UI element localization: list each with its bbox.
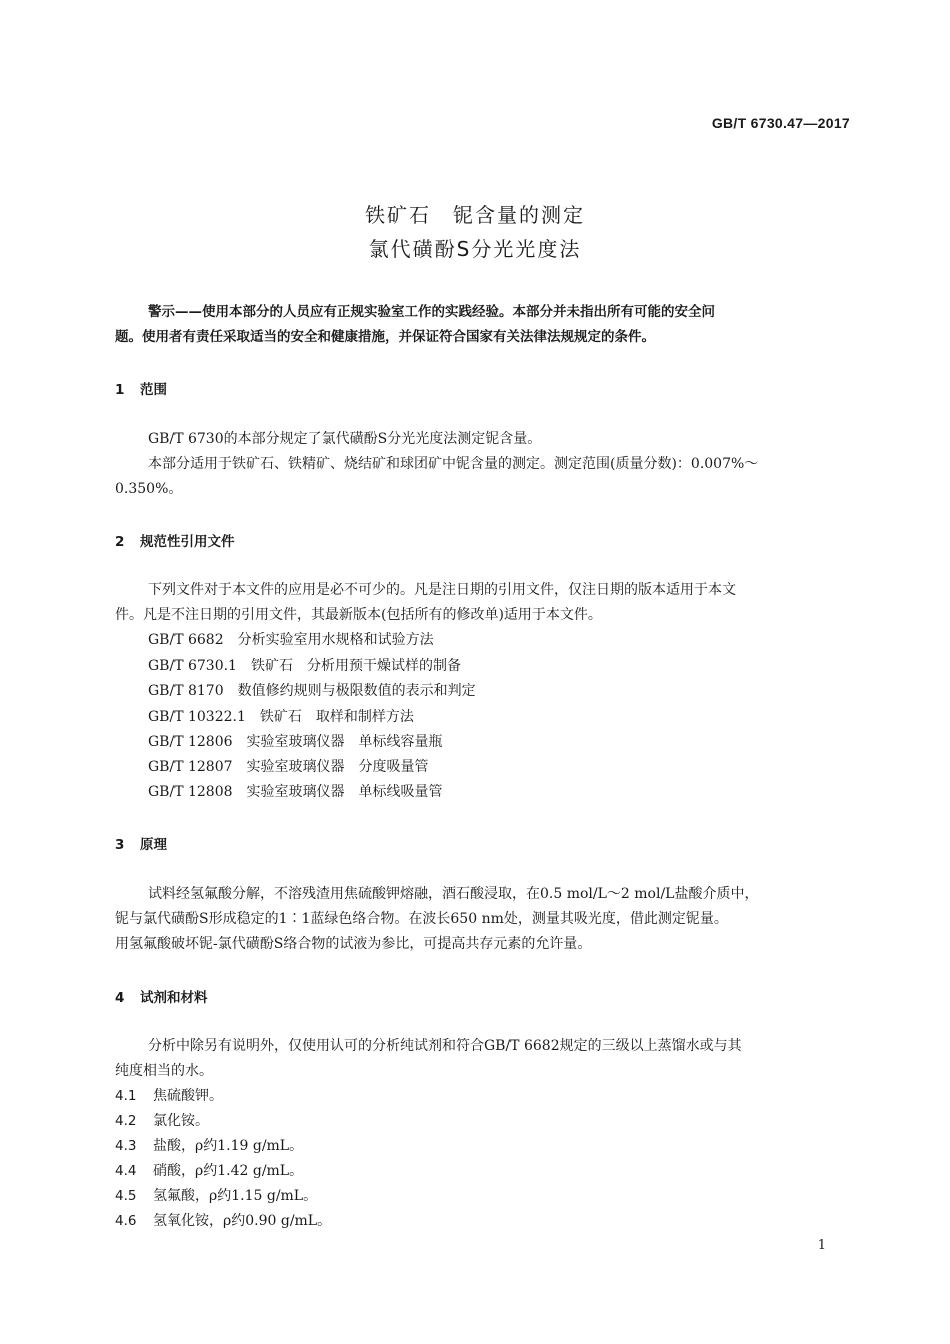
reference-code: GB/T 8170 [148, 683, 224, 699]
section-number: 3 [115, 837, 125, 853]
reagent-text: 氯化铵。 [153, 1113, 209, 1129]
normative-intro-line-2: 件。凡是不注日期的引用文件，其最新版本(包括所有的修改单)适用于本文件。 [115, 607, 602, 623]
page-number: 1 [817, 1238, 826, 1253]
section-number: 4 [115, 990, 125, 1006]
reagent-text: 焦硫酸钾。 [153, 1088, 223, 1104]
reagent-item [115, 1135, 303, 1155]
reference-code: GB/T 10322.1 [148, 709, 246, 725]
reagent-item [115, 1160, 303, 1180]
section-number: 2 [115, 534, 125, 550]
title-line-1: 铁矿石 铌含量的测定 [365, 203, 585, 227]
title-line-2: 氯代磺酚S分光光度法 [368, 237, 582, 261]
reagent-number: 4.2 [115, 1113, 137, 1129]
reference-title: 实验室玻璃仪器 单标线容量瓶 [246, 734, 443, 750]
reagent-text: 氢氟酸，ρ约1.15 g/mL。 [153, 1188, 318, 1204]
standard-code: GB/T 6730.47—2017 [711, 115, 850, 131]
section-title: 原理 [140, 837, 167, 853]
reagent-number: 4.1 [115, 1088, 137, 1104]
reagent-text: 硝酸，ρ约1.42 g/mL。 [153, 1163, 304, 1179]
principle-line-1: 试料经氢氟酸分解，不溶残渣用焦硫酸钾熔融，酒石酸浸取，在0.5 mol/L～2 mol/L盐酸介质中， [148, 886, 759, 902]
reagent-item [115, 1185, 317, 1205]
reagent-item [115, 1210, 331, 1230]
reference-code: GB/T 12808 [148, 784, 233, 800]
reference-title: 实验室玻璃仪器 分度吸量管 [246, 759, 429, 775]
reference-title: 实验室玻璃仪器 单标线吸量管 [246, 784, 443, 800]
section-heading-1 [115, 378, 167, 398]
normative-reference [148, 680, 476, 700]
reagent-number: 4.3 [115, 1138, 137, 1154]
reference-title: 分析实验室用水规格和试验方法 [237, 632, 434, 648]
reference-title: 铁矿石 分析用预干燥试样的制备 [250, 658, 461, 674]
reagent-number: 4.5 [115, 1188, 137, 1204]
principle-line-3: 用氢氟酸破坏铌-氯代磺酚S络合物的试液为参比，可提高共存元素的允许量。 [115, 936, 592, 952]
warning-line-1: 警示——使用本部分的人员应有正规实验室工作的实践经验。本部分并未指出所有可能的安全问 [148, 304, 715, 320]
section-heading-4 [115, 986, 208, 1006]
scope-paragraph-1: GB/T 6730的本部分规定了氯代磺酚S分光光度法测定铌含量。 [148, 431, 542, 447]
reference-title: 数值修约规则与极限数值的表示和判定 [237, 683, 476, 699]
normative-reference [148, 731, 443, 751]
section-title: 范围 [140, 382, 167, 398]
reference-title: 铁矿石 取样和制样方法 [259, 709, 414, 725]
normative-reference [148, 706, 414, 726]
reference-code: GB/T 12806 [148, 734, 233, 750]
scope-paragraph-2-line-1: 本部分适用于铁矿石、铁精矿、烧结矿和球团矿中铌含量的测定。测定范围(质量分数)：0.007%～ [148, 456, 759, 472]
principle-line-2: 铌与氯代磺酚S形成稳定的1∶1蓝绿色络合物。在波长650 nm处，测量其吸光度，借此测定铌量。 [115, 911, 728, 927]
normative-reference [148, 756, 429, 776]
section-number: 1 [115, 382, 125, 398]
normative-reference [148, 629, 434, 649]
warning-line-2: 题。使用者有责任采取适当的安全和健康措施，并保证符合国家有关法律法规规定的条件。 [115, 329, 655, 345]
reagent-number: 4.6 [115, 1213, 137, 1229]
reagents-intro-line-1: 分析中除另有说明外，仅使用认可的分析纯试剂和符合GB/T 6682规定的三级以上蒸馏水或与其 [148, 1038, 742, 1054]
section-title: 试剂和材料 [140, 990, 208, 1006]
section-title: 规范性引用文件 [140, 534, 235, 550]
normative-intro-line-1: 下列文件对于本文件的应用是必不可少的。凡是注日期的引用文件，仅注日期的版本适用于本文 [148, 582, 736, 598]
reagent-text: 氢氧化铵，ρ约0.90 g/mL。 [153, 1213, 332, 1229]
reference-code: GB/T 6682 [148, 632, 224, 648]
reagent-text: 盐酸，ρ约1.19 g/mL。 [153, 1138, 304, 1154]
reagents-intro-line-2: 纯度相当的水。 [115, 1063, 213, 1079]
scope-paragraph-2-line-2: 0.350%。 [115, 481, 183, 497]
section-heading-2 [115, 530, 235, 550]
reference-code: GB/T 12807 [148, 759, 233, 775]
reagent-item [115, 1085, 223, 1105]
section-heading-3 [115, 833, 167, 853]
reference-code: GB/T 6730.1 [148, 658, 237, 674]
normative-reference [148, 781, 443, 801]
reagent-number: 4.4 [115, 1163, 137, 1179]
reagent-item [115, 1110, 209, 1130]
normative-reference [148, 655, 461, 675]
